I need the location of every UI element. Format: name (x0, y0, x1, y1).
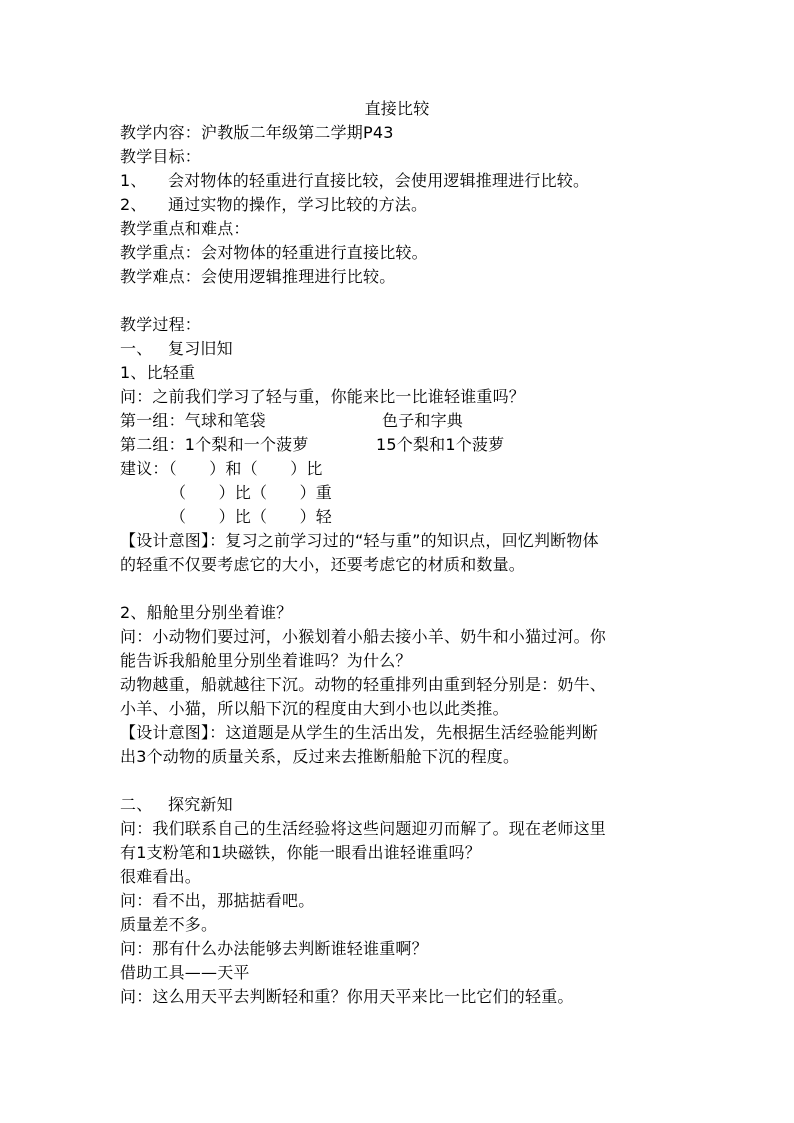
answer-text: 小羊、小猫，所以船下沉的程度由大到小也以此类推。 (120, 699, 509, 718)
section-heading (120, 337, 233, 361)
question-text: 问：我们联系自己的生活经验将这些问题迎刃而解了。现在老师这里 (120, 819, 607, 838)
answer-text: 质量差不多。 (120, 915, 218, 934)
suggestion-line: 建议：（ ）和（ ）比 (120, 459, 323, 478)
goal-number: 2、 (120, 195, 147, 214)
section-title: 探究新知 (168, 795, 233, 814)
answer-text: 很难看出。 (120, 867, 202, 886)
section-heading (120, 793, 233, 817)
group-row (120, 433, 680, 457)
group-row (120, 409, 680, 433)
answer-text: 动物越重，船就越往下沉。动物的轻重排列由重到轻分别是：奶牛、 (120, 675, 607, 694)
group-right: 色子和字典 (382, 411, 464, 430)
difficult-point: 教学难点：会使用逻辑推理进行比较。 (120, 267, 396, 286)
question-text: 能告诉我船舱里分别坐着谁吗？为什么？ (120, 651, 412, 670)
question-text: 问：之前我们学习了轻与重，你能来比一比谁轻谁重吗？ (120, 387, 526, 406)
design-intent: 的轻重不仅要考虑它的大小，还要考虑它的材质和数量。 (120, 555, 526, 574)
goal-item (120, 193, 427, 217)
design-intent: 出3个动物的质量关系，反过来去推断船舱下沉的程度。 (120, 747, 520, 766)
teaching-content: 教学内容：沪教版二年级第二学期P43 (120, 123, 394, 142)
goal-text: 会对物体的轻重进行直接比较，会使用逻辑推理进行比较。 (168, 171, 590, 190)
suggestion-line: （ ）比（ ）轻 (170, 507, 333, 526)
key-point: 教学重点：会对物体的轻重进行直接比较。 (120, 243, 428, 262)
question-text: 问：这么用天平去判断轻和重？你用天平来比一比它们的轻重。 (120, 987, 574, 1006)
goal-text: 通过实物的操作，学习比较的方法。 (168, 195, 428, 214)
question-text: 问：那有什么办法能够去判断谁轻谁重啊？ (120, 939, 428, 958)
process-heading: 教学过程： (120, 315, 202, 334)
subsection-title: 1、比轻重 (120, 363, 196, 382)
goals-heading: 教学目标： (120, 147, 202, 166)
suggestion-line: （ ）比（ ）重 (170, 483, 333, 502)
document-title: 直接比较 (364, 99, 430, 118)
goal-number: 1、 (120, 171, 147, 190)
question-text: 问：看不出，那掂掂看吧。 (120, 891, 315, 910)
section-number: 二、 (120, 795, 153, 814)
group-left: 第一组：气球和笔袋 (120, 411, 266, 430)
key-heading: 教学重点和难点： (120, 219, 250, 238)
question-text: 有1支粉笔和1块磁铁，你能一眼看出谁轻谁重吗？ (120, 843, 481, 862)
section-title: 复习旧知 (168, 339, 233, 358)
subsection-title: 2、船舱里分别坐着谁？ (120, 603, 293, 622)
design-intent: 【设计意图】：这道题是从学生的生活出发，先根据生活经验能判断 (120, 723, 599, 742)
group-right: 15个梨和1个菠萝 (376, 435, 505, 454)
group-left: 第二组：1个梨和一个菠萝 (120, 435, 309, 454)
answer-text: 借助工具——天平 (120, 963, 250, 982)
section-number: 一、 (120, 339, 153, 358)
question-text: 问：小动物们要过河，小猴划着小船去接小羊、奶牛和小猫过河。你 (120, 627, 607, 646)
goal-item (120, 169, 589, 193)
design-intent: 【设计意图】：复习之前学习过的“轻与重”的知识点，回忆判断物体 (120, 531, 599, 550)
